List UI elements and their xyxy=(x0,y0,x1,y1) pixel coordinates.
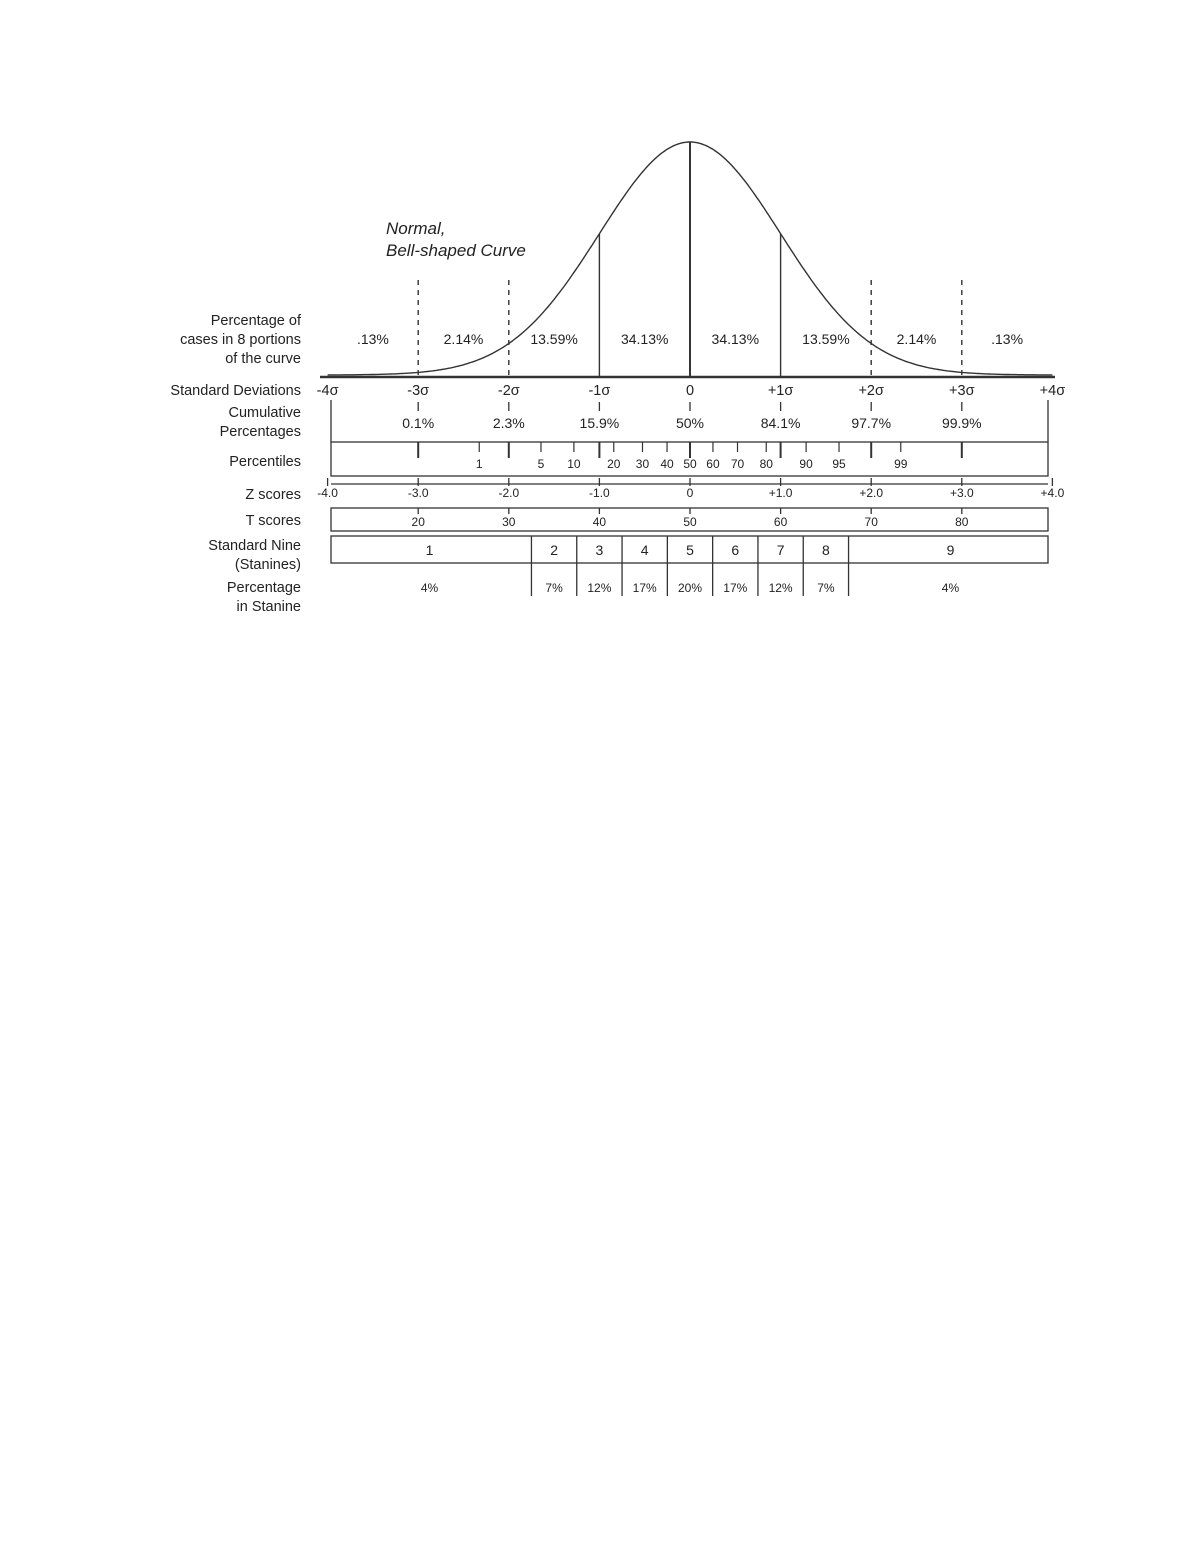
cumulative-label: 2.3% xyxy=(492,415,525,431)
curve-title-line2: Bell-shaped Curve xyxy=(386,241,526,260)
sd-label: +1σ xyxy=(767,383,794,399)
cumulative-label: 0.1% xyxy=(402,415,435,431)
portion-label: 2.14% xyxy=(443,331,484,347)
curve-title: Normal, xyxy=(386,219,446,238)
percentile-label: 50 xyxy=(683,457,697,471)
stanine-label: 4 xyxy=(640,542,649,558)
percentile-label: 90 xyxy=(799,457,813,471)
z-score-label: +2.0 xyxy=(859,486,884,500)
portion-label: .13% xyxy=(356,331,389,347)
row-label-portions-1: Percentage of xyxy=(210,313,301,329)
row-label-portions-3: of the curve xyxy=(225,351,301,367)
row-label-stanine-2: (Stanines) xyxy=(234,557,301,573)
t-score-label: 30 xyxy=(502,515,516,529)
row-label-cumulative-1: Cumulative xyxy=(228,405,301,421)
t-score-label: 20 xyxy=(411,515,425,529)
t-score-label: 70 xyxy=(864,515,878,529)
z-score-label: +1.0 xyxy=(768,486,793,500)
t-score-label: 50 xyxy=(683,515,697,529)
stanine-label: 3 xyxy=(595,542,604,558)
row-label-portions-2: cases in 8 portions xyxy=(180,332,301,348)
stanine-percentage: 17% xyxy=(632,581,657,595)
percentile-label: 20 xyxy=(607,457,621,471)
sd-labels xyxy=(317,383,1066,399)
cumulative-label: 50% xyxy=(675,415,705,431)
stanine-percentage: 7% xyxy=(817,581,835,595)
percentile-label: 60 xyxy=(706,457,720,471)
stanine-percentage: 17% xyxy=(723,581,748,595)
t-score-marks xyxy=(412,508,969,529)
percentile-label: 70 xyxy=(730,457,745,471)
portion-label: 2.14% xyxy=(896,331,937,347)
z-score-label: -4.0 xyxy=(317,486,338,500)
cumulative-label: 99.9% xyxy=(941,415,982,431)
stanine-label: 6 xyxy=(731,542,740,558)
sd-label: -3σ xyxy=(407,383,430,399)
sd-label: 0 xyxy=(685,383,695,399)
sd-label: -4σ xyxy=(316,383,339,399)
row-label-percentiles: Percentiles xyxy=(229,454,301,470)
cumulative-labels xyxy=(402,402,981,431)
portion-label: 34.13% xyxy=(711,331,760,347)
row-label-stanine-1: Standard Nine xyxy=(208,538,301,554)
t-score-label: 80 xyxy=(955,515,969,529)
z-score-label: -3.0 xyxy=(407,486,429,500)
row-label-t: T scores xyxy=(245,513,301,529)
stanine-label: 9 xyxy=(946,542,955,558)
row-label-stanine-pct-2: in Stanine xyxy=(236,599,301,615)
stanine-percentage: 4% xyxy=(941,581,960,595)
portion-label: 13.59% xyxy=(530,331,578,347)
z-score-label: +4.0 xyxy=(1040,486,1065,500)
sd-label: -1σ xyxy=(588,383,611,399)
percentile-label: 30 xyxy=(635,457,650,471)
stanine-label: 1 xyxy=(425,542,434,558)
percentile-label: 5 xyxy=(537,457,545,471)
percentile-marks xyxy=(418,442,962,471)
sd-label: -2σ xyxy=(497,383,520,399)
stanine-label: 2 xyxy=(550,542,558,558)
percentile-label: 1 xyxy=(475,457,483,471)
z-score-label: +3.0 xyxy=(949,486,974,500)
stanine-label: 5 xyxy=(686,542,694,558)
sd-label: +4σ xyxy=(1039,383,1066,399)
portion-label: 13.59% xyxy=(802,331,850,347)
sd-label: +2σ xyxy=(858,383,884,399)
stanine-percentage: 12% xyxy=(587,581,612,595)
row-label-stanine-pct-1: Percentage xyxy=(226,580,301,596)
stanine-percentage: 12% xyxy=(768,581,793,595)
z-score-marks xyxy=(317,478,1064,500)
stanine-marks xyxy=(421,536,960,596)
stanine-percentage: 7% xyxy=(545,581,563,595)
cumulative-label: 15.9% xyxy=(579,415,620,431)
percentile-label: 99 xyxy=(894,457,908,471)
percentile-label: 95 xyxy=(832,457,846,471)
z-score-label: 0 xyxy=(686,486,694,500)
z-score-label: -1.0 xyxy=(589,486,610,500)
stanine-percentage: 4% xyxy=(420,581,439,595)
percentile-label: 10 xyxy=(567,457,581,471)
portion-label: 34.13% xyxy=(620,331,669,347)
stanine-label: 8 xyxy=(822,542,830,558)
sd-label: +3σ xyxy=(949,383,975,399)
percentile-label: 40 xyxy=(660,457,674,471)
t-score-label: 60 xyxy=(773,515,788,529)
row-label-z: Z scores xyxy=(245,487,301,503)
z-score-label: -2.0 xyxy=(498,486,520,500)
row-label-sd: Standard Deviations xyxy=(170,383,301,399)
t-score-label: 40 xyxy=(592,515,607,529)
stanine-percentage: 20% xyxy=(677,581,703,595)
cumulative-label: 97.7% xyxy=(851,415,892,431)
cumulative-label: 84.1% xyxy=(760,415,801,431)
row-label-cumulative-2: Percentages xyxy=(219,424,301,440)
percentile-label: 80 xyxy=(759,457,773,471)
stanine-label: 7 xyxy=(776,542,785,558)
portion-label: .13% xyxy=(991,331,1024,347)
